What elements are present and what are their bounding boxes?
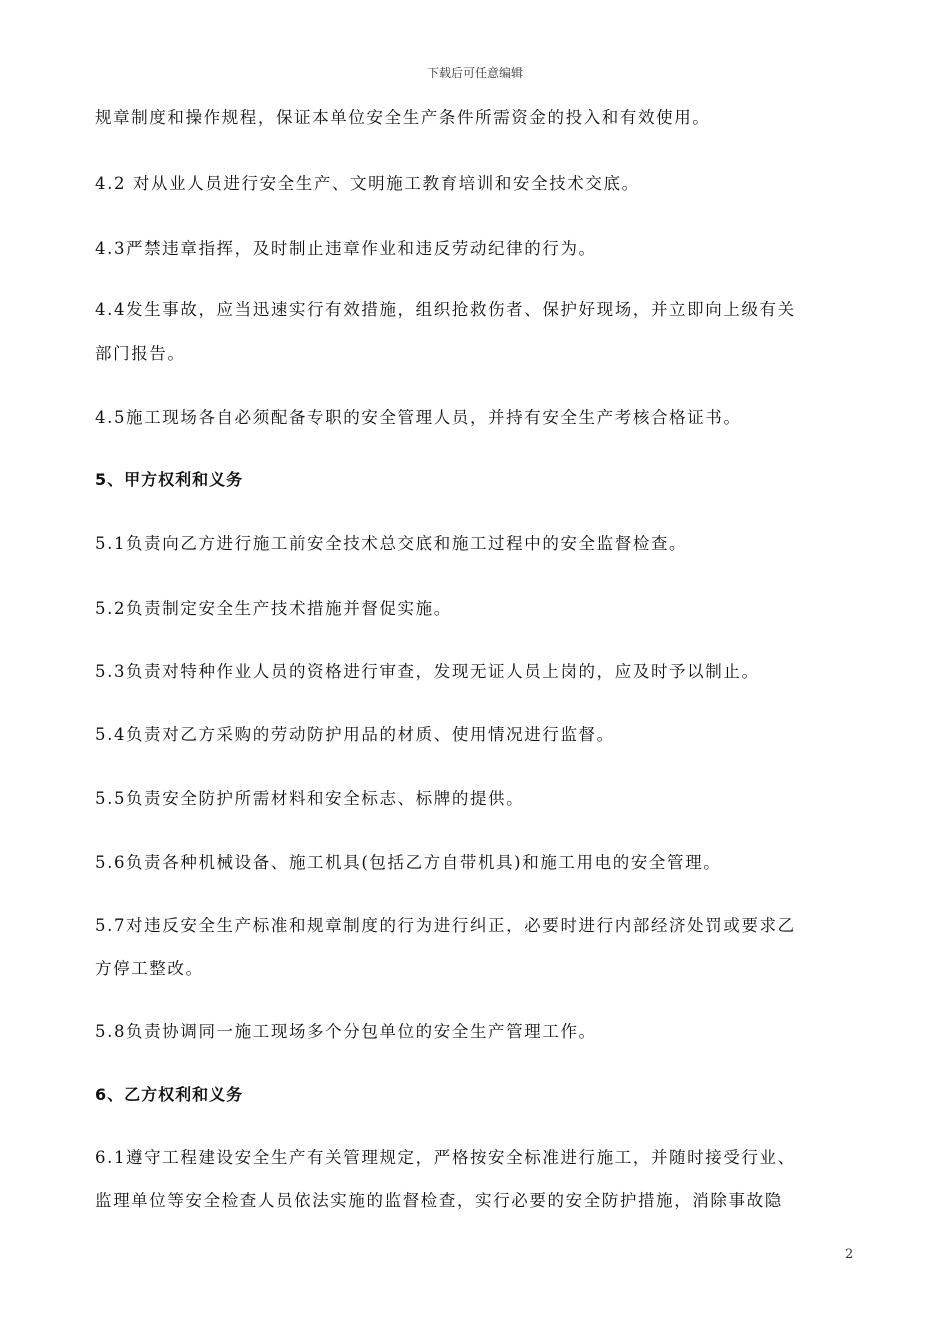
paragraph-line: 规章制度和操作规程，保证本单位安全生产条件所需资金的投入和有效使用。	[95, 108, 711, 127]
paragraph-line: 5.4负责对乙方采购的劳动防护用品的材质、使用情况进行监督。	[95, 725, 615, 744]
paragraph-line: 方停工整改。	[95, 959, 204, 978]
section-heading: 5、甲方权利和义务	[95, 470, 244, 489]
paragraph-line: 5.5负责安全防护所需材料和安全标志、标牌的提供。	[95, 789, 525, 808]
paragraph-line: 5.8负责协调同一施工现场多个分包单位的安全生产管理工作。	[95, 1022, 597, 1041]
paragraph-line: 4.3严禁违章指挥，及时制止违章作业和违反劳动纪律的行为。	[95, 239, 597, 258]
section-heading: 6、乙方权利和义务	[95, 1085, 244, 1104]
paragraph-line: 5.7对违反安全生产标准和规章制度的行为进行纠正，必要时进行内部经济处罚或要求乙	[95, 916, 796, 935]
paragraph-line: 5.6负责各种机械设备、施工机具(包括乙方自带机具)和施工用电的安全管理。	[95, 853, 722, 872]
page-number: 2	[845, 1247, 854, 1262]
paragraph-line: 监理单位等安全检查人员依法实施的监督检查，实行必要的安全防护措施，消除事故隐	[95, 1191, 783, 1210]
page-header: 下载后可任意编辑	[426, 66, 523, 80]
paragraph-line: 5.2负责制定安全生产技术措施并督促实施。	[95, 599, 452, 618]
paragraph-line: 4.5施工现场各自必须配备专职的安全管理人员，并持有安全生产考核合格证书。	[95, 408, 742, 427]
paragraph-line: 4.2 对从业人员进行安全生产、文明施工教育培训和安全技术交底。	[95, 174, 640, 193]
paragraph-line: 6.1遵守工程建设安全生产有关管理规定，严格按安全标准进行施工，并随时接受行业、	[95, 1148, 796, 1167]
paragraph-line: 5.1负责向乙方进行施工前安全技术总交底和施工过程中的安全监督检查。	[95, 534, 688, 553]
paragraph-line: 部门报告。	[95, 344, 186, 363]
paragraph-line: 5.3负责对特种作业人员的资格进行审查，发现无证人员上岗的，应及时予以制止。	[95, 662, 760, 681]
paragraph-line: 4.4发生事故，应当迅速实行有效措施，组织抢救伤者、保护好现场，并立即向上级有关	[95, 300, 796, 319]
